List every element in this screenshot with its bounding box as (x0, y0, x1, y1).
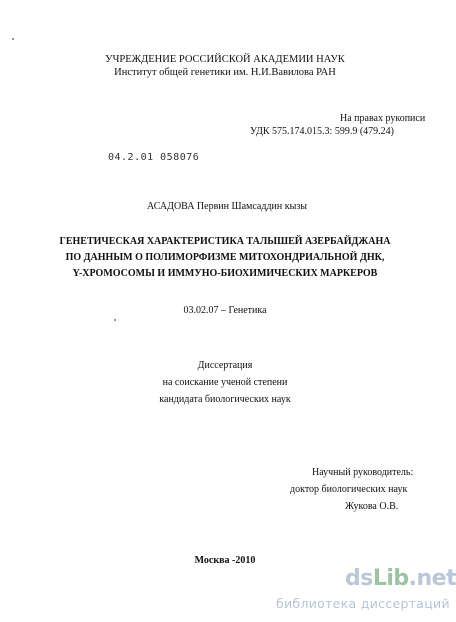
watermark-logo-part: Lib (372, 566, 409, 591)
udk-code: УДК 575.174.015.3: 599.9 (479.24) (250, 126, 394, 137)
title-line-3: Y-ХРОМОСОМЫ И ИММУНО-БИОХИМИЧЕСКИХ МАРКЕРОВ (72, 268, 378, 279)
scan-speck (12, 38, 14, 40)
manuscript-rights: На правах рукописи (340, 113, 426, 124)
institute-name: Институт общей генетики им. Н.И.Вавилова РАН (114, 67, 336, 78)
watermark-logo-part: ds (345, 566, 373, 591)
library-stamp: 04.2.01 058076 (108, 152, 200, 163)
author-name: АСАДОВА Первин Шамсаддин кызы (147, 201, 307, 212)
degree-name: кандидата биологических наук (159, 394, 291, 405)
degree-purpose: на соискание ученой степени (162, 377, 288, 388)
watermark-logo (345, 566, 456, 591)
supervisor-label: Научный руководитель: (312, 467, 414, 478)
institution-name: УЧРЕЖДЕНИЕ РОССИЙСКОЙ АКАДЕМИИ НАУК (105, 54, 345, 65)
document-type: Диссертация (197, 360, 253, 371)
watermark-subtitle: библиотека диссертаций (276, 596, 450, 611)
city-year: Москва -2010 (194, 555, 256, 566)
supervisor-degree: доктор биологических наук (290, 484, 408, 495)
supervisor-name: Жукова О.В. (345, 501, 399, 512)
title-line-2: ПО ДАННЫМ О ПОЛИМОРФИЗМЕ МИТОХОНДРИАЛЬНОЙ ДНК, (65, 252, 385, 263)
watermark-logo-part: .net (408, 566, 456, 591)
scan-speck (114, 319, 116, 321)
specialty-code: 03.02.07 – Генетика (183, 305, 267, 316)
title-line-1: ГЕНЕТИЧЕСКАЯ ХАРАКТЕРИСТИКА ТАЛЫШЕЙ АЗЕРБАЙДЖАНА (59, 236, 391, 247)
